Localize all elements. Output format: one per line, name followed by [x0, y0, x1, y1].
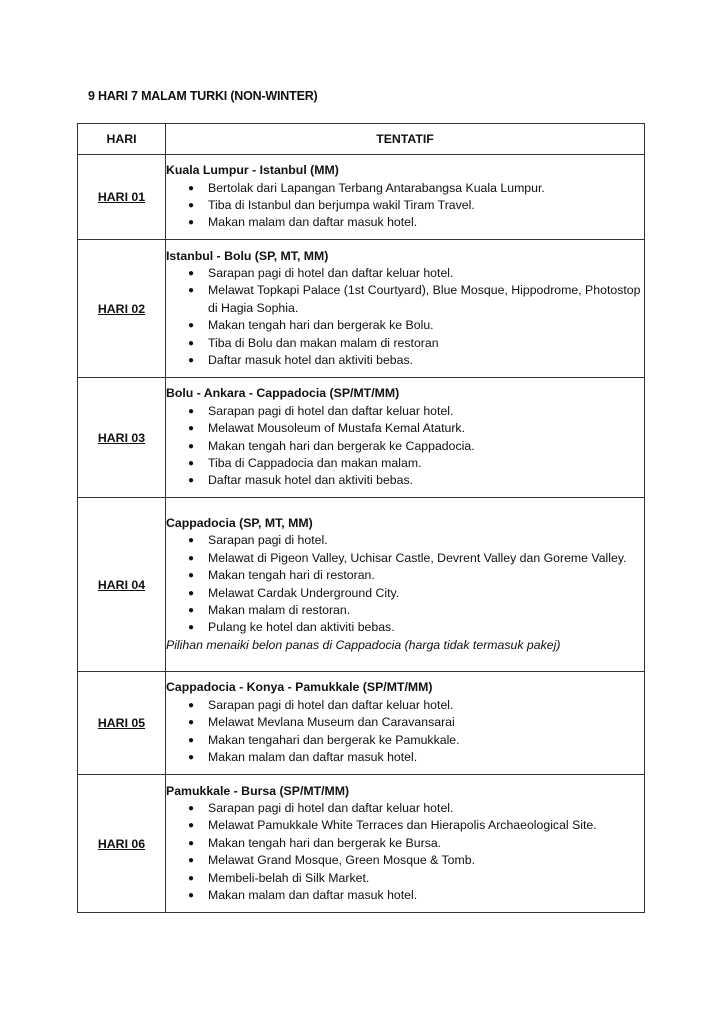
- activity-item: ● Makan malam di restoran.: [166, 602, 644, 619]
- activity-item: ● Tiba di Bolu dan makan malam di restoran: [166, 335, 644, 352]
- route-title: Pamukkale - Bursa (SP/MT/MM): [166, 783, 350, 798]
- activity-item: ● Tiba di Cappadocia dan makan malam.: [166, 455, 644, 472]
- activity-item: ● Sarapan pagi di hotel dan daftar keluar hotel.: [166, 800, 644, 817]
- activity-item: ● Sarapan pagi di hotel dan daftar keluar hotel.: [166, 697, 644, 714]
- activity-item: ● Makan malam dan daftar masuk hotel.: [166, 749, 644, 766]
- activity-item: ● Sarapan pagi di hotel dan daftar keluar hotel.: [166, 403, 644, 420]
- optional-note: Pilihan menaiki belon panas di Cappadocia (harga tidak termasuk pakej): [166, 637, 561, 652]
- activity-item: ● Membeli-belah di Silk Market.: [166, 870, 644, 887]
- activity-list: [166, 697, 644, 767]
- day-label: HARI 02: [78, 240, 166, 378]
- activity-item: ● Melawat Cardak Underground City.: [166, 585, 644, 602]
- activity-item: ● Makan tengah hari dan bergerak ke Bursa.: [166, 835, 644, 852]
- activity-item: ● Tiba di Istanbul dan berjumpa wakil Tiram Travel.: [166, 197, 644, 214]
- day-label: HARI 03: [78, 378, 166, 498]
- activity-item: ● Makan tengah hari dan bergerak ke Bolu.: [166, 317, 644, 334]
- activity-item: ● Melawat Mevlana Museum dan Caravansarai: [166, 714, 644, 731]
- day-label: HARI 01: [78, 155, 166, 240]
- activity-item: ● Bertolak dari Lapangan Terbang Antarabangsa Kuala Lumpur.: [166, 180, 644, 197]
- day-label: HARI 04: [78, 498, 166, 672]
- route-title: Kuala Lumpur - Istanbul (MM): [166, 163, 339, 178]
- document-title: 9 HARI 7 MALAM TURKI (NON-WINTER): [88, 89, 318, 103]
- table-row: [78, 775, 645, 913]
- day-content: [166, 240, 645, 378]
- activity-item: ● Sarapan pagi di hotel dan daftar keluar hotel.: [166, 265, 644, 282]
- day-content: [166, 155, 645, 240]
- route-title: Cappadocia - Konya - Pamukkale (SP/MT/MM): [166, 680, 433, 695]
- header-tentatif: TENTATIF: [166, 124, 645, 155]
- day-label: HARI 06: [78, 775, 166, 913]
- table-header-row: [78, 124, 645, 155]
- route-title: Cappadocia (SP, MT, MM): [166, 515, 313, 530]
- activity-item: ● Melawat Topkapi Palace (1st Courtyard), Blue Mosque, Hippodrome, Photostop di Hagia Sophia.: [166, 282, 644, 317]
- route-title: Istanbul - Bolu (SP, MT, MM): [166, 248, 329, 263]
- activity-item: ● Melawat Grand Mosque, Green Mosque & Tomb.: [166, 852, 644, 869]
- activity-item: ● Makan tengah hari dan bergerak ke Cappadocia.: [166, 438, 644, 455]
- day-label: HARI 05: [78, 672, 166, 775]
- activity-list: [166, 265, 644, 369]
- table-row: [78, 498, 645, 672]
- table-row: [78, 240, 645, 378]
- activity-item: ● Melawat Mousoleum of Mustafa Kemal Ataturk.: [166, 420, 644, 437]
- route-title: Bolu - Ankara - Cappadocia (SP/MT/MM): [166, 386, 400, 401]
- activity-item: ● Melawat di Pigeon Valley, Uchisar Castle, Devrent Valley dan Goreme Valley.: [166, 550, 644, 567]
- activity-list: [166, 180, 644, 232]
- activity-item: ● Makan tengah hari di restoran.: [166, 567, 644, 584]
- activity-item: ● Makan malam dan daftar masuk hotel.: [166, 887, 644, 904]
- activity-item: ● Makan malam dan daftar masuk hotel.: [166, 214, 644, 231]
- activity-item: ● Pulang ke hotel dan aktiviti bebas.: [166, 619, 644, 636]
- day-content: [166, 498, 645, 672]
- activity-item: ● Daftar masuk hotel dan aktiviti bebas.: [166, 352, 644, 369]
- itinerary-table: [77, 123, 645, 913]
- day-content: [166, 672, 645, 775]
- activity-list: [166, 800, 644, 904]
- activity-item: ● Melawat Pamukkale White Terraces dan Hierapolis Archaeological Site.: [166, 817, 644, 834]
- activity-item: ● Daftar masuk hotel dan aktiviti bebas.: [166, 472, 644, 489]
- table-row: [78, 378, 645, 498]
- activity-list: [166, 532, 644, 636]
- activity-item: ● Makan tengahari dan bergerak ke Pamukkale.: [166, 732, 644, 749]
- day-content: [166, 378, 645, 498]
- day-content: [166, 775, 645, 913]
- table-row: [78, 672, 645, 775]
- activity-list: [166, 403, 644, 490]
- header-hari: HARI: [78, 124, 166, 155]
- table-row: [78, 155, 645, 240]
- activity-item: ● Sarapan pagi di hotel.: [166, 532, 644, 549]
